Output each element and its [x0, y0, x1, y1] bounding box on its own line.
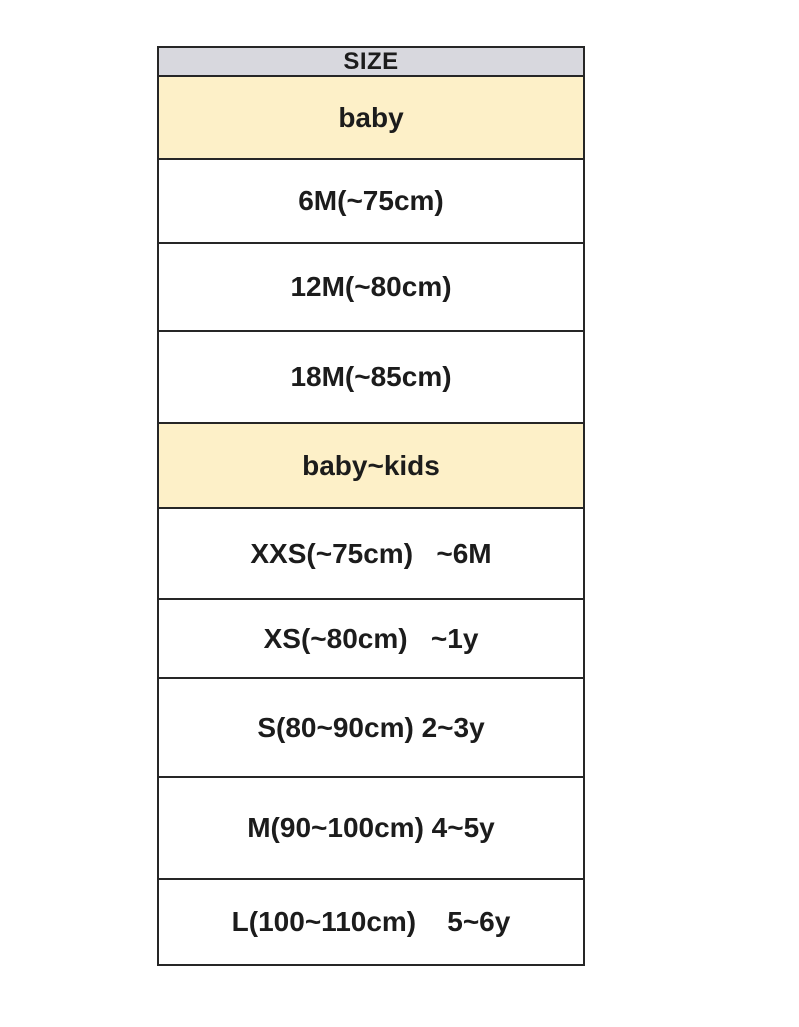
size-label: XXS(~75cm) ~6M: [250, 537, 492, 569]
table-section-row-baby: [159, 77, 583, 160]
size-label: 18M(~85cm): [290, 361, 452, 392]
size-label: M(90~100cm) 4~5y: [247, 812, 495, 843]
size-label: S(80~90cm) 2~3y: [257, 711, 485, 743]
table-row: [159, 332, 583, 424]
size-label: XS(~80cm) ~1y: [263, 622, 479, 654]
table-section-row-baby-kids: [159, 424, 583, 509]
table-row: [159, 160, 583, 244]
size-label: L(100~110cm) 5~6y: [231, 906, 511, 937]
table-row: [159, 244, 583, 332]
section-label: baby: [338, 101, 404, 133]
table-header-row: [159, 48, 583, 77]
size-label: 12M(~80cm): [290, 271, 452, 302]
table-row: [159, 600, 583, 679]
table-row: [159, 679, 583, 778]
table-row: [159, 880, 583, 964]
table-row: [159, 778, 583, 880]
section-label: baby~kids: [302, 449, 440, 481]
size-label: 6M(~75cm): [298, 185, 444, 216]
size-chart-table: [157, 46, 585, 966]
table-row: [159, 509, 583, 600]
table-header-label: SIZE: [343, 47, 399, 75]
